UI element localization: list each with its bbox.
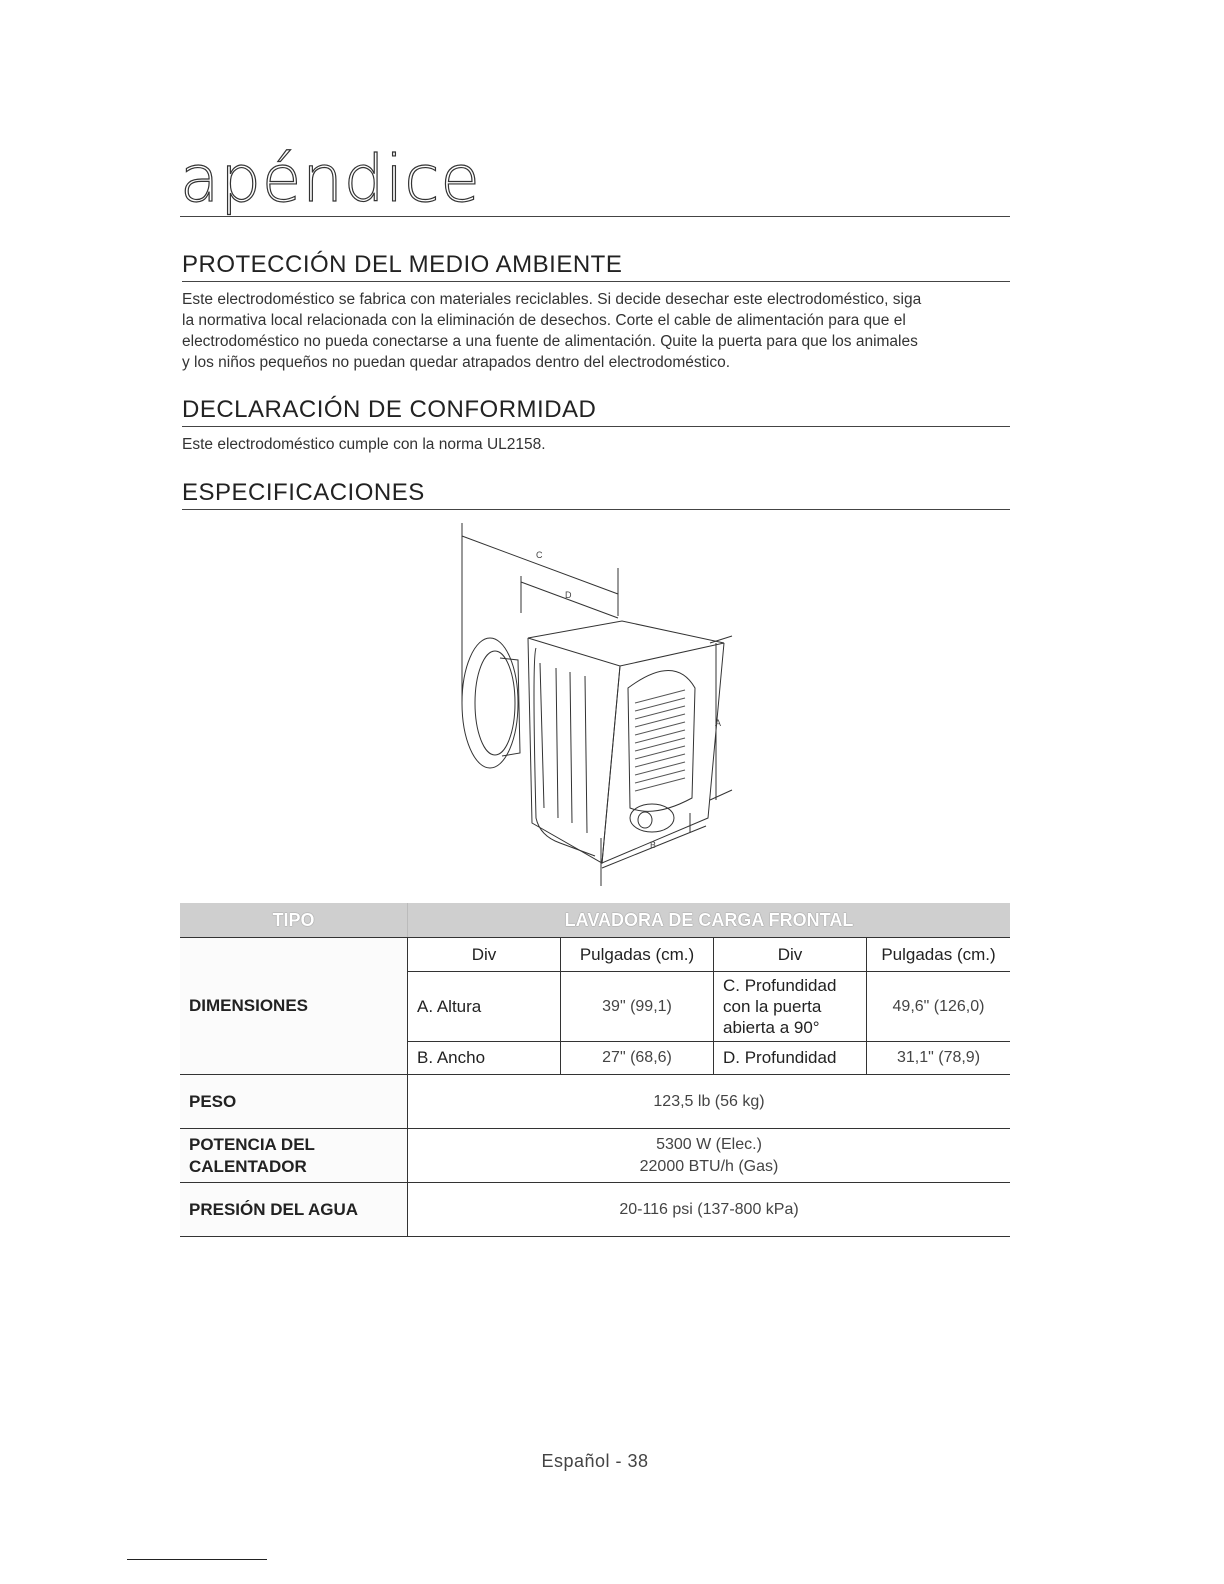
page-title-text: apéndice [180,143,481,217]
dimensions-label: DIMENSIONES [180,938,408,1075]
conformity-heading: DECLARACIÓN DE CONFORMIDAD [182,396,1010,427]
specifications-table [180,903,1010,1237]
column-div: Div [714,938,867,972]
heater-value [408,1129,1011,1183]
environment-line: electrodoméstico no pueda conectarse a una fuente de alimentación. Quite la puerta para que los animales [182,333,918,350]
environment-line: y los niños pequeños no puedan quedar atrapados dentro del electrodoméstico. [182,354,731,371]
diagram-label-b: B [650,840,657,850]
dimension-d-name: D. Profundidad [714,1042,867,1075]
environment-line: la normativa local relacionada con la eliminación de desechos. Corte el cable de alimentación para que el [182,312,906,329]
water-pressure-value: 20-116 psi (137-800 kPa) [408,1183,1011,1237]
dimension-c-name-line: C. Profundidad [723,976,837,995]
page-title [180,143,1010,217]
heater-value-line: 22000 BTU/h (Gas) [639,1157,779,1175]
environment-heading: PROTECCIÓN DEL MEDIO AMBIENTE [182,251,1010,282]
diagram-label-a: A [715,718,722,728]
type-label: TIPO [180,903,408,938]
heater-label-line: CALENTADOR [189,1156,307,1176]
heater-label-line: POTENCIA DEL [189,1134,315,1154]
column-div: Div [408,938,561,972]
dimension-b-name: B. Ancho [408,1042,561,1075]
environment-paragraph [182,289,1012,373]
diagram-label-d: D [565,590,572,600]
dimension-c-name [714,972,867,1042]
column-units: Pulgadas (cm.) [561,938,714,972]
weight-value: 123,5 lb (56 kg) [408,1075,1011,1129]
dimension-b-value: 27" (68,6) [561,1042,714,1075]
environment-line: Este electrodoméstico se fabrica con materiales reciclables. Si decide desechar este electrodoméstico, siga [182,291,922,308]
water-pressure-label: PRESIÓN DEL AGUA [180,1183,408,1237]
weight-label: PESO [180,1075,408,1129]
dimension-d-value: 31,1" (78,9) [867,1042,1011,1075]
table-header-row [180,903,1010,938]
heater-value-line: 5300 W (Elec.) [656,1135,762,1153]
table-row [180,1183,1010,1237]
washer-dimension-diagram [440,518,750,888]
table-row [180,1129,1010,1183]
table-subheader-row [180,938,1010,972]
table-row [180,1075,1010,1129]
conformity-text: Este electrodoméstico cumple con la norma UL2158. [182,436,546,453]
dimension-c-value: 49,6" (126,0) [867,972,1011,1042]
diagram-label-c: C [536,550,543,560]
type-value: LAVADORA DE CARGA FRONTAL [408,903,1011,938]
specs-heading: ESPECIFICACIONES [182,479,1010,510]
column-units: Pulgadas (cm.) [867,938,1011,972]
heater-label [180,1129,408,1183]
footer-divider [127,1559,267,1560]
dimension-c-name-line: abierta a 90° [723,1018,820,1037]
dimension-a-value: 39" (99,1) [561,972,714,1042]
dimension-c-name-line: con la puerta [723,997,822,1016]
page-footer: Español - 38 [541,1451,649,1471]
dimension-a-name: A. Altura [408,972,561,1042]
